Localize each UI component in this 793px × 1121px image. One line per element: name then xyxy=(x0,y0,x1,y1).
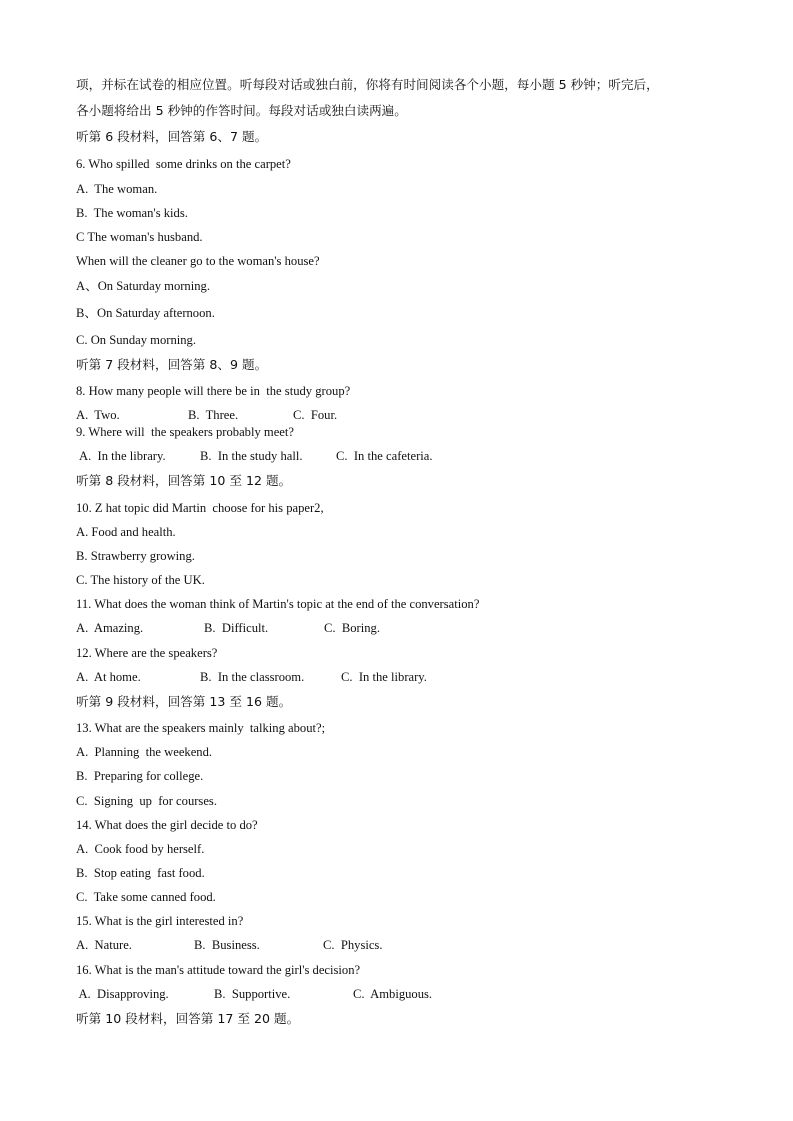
question-10-option-c: C. The history of the UK. xyxy=(76,573,205,587)
question-7-option-c: C. On Sunday morning. xyxy=(76,333,196,347)
question-6-option-c: C The woman's husband. xyxy=(76,230,203,244)
question-7-option-b: B、On Saturday afternoon. xyxy=(76,306,215,320)
question-13: 13. What are the speakers mainly talking about?; xyxy=(76,721,326,735)
section-7-heading: 听第 7 段材料，回答第 8、9 题。 xyxy=(76,357,268,372)
section-9-heading: 听第 9 段材料，回答第 13 至 16 题。 xyxy=(76,694,292,709)
question-14-option-a: A. Cook food by herself. xyxy=(76,842,205,856)
question-15-option-c: C. Physics. xyxy=(323,938,383,952)
question-8-option-a: A. Two. xyxy=(76,408,120,422)
question-6-option-a: A. The woman. xyxy=(76,182,158,196)
question-12-option-b: B. In the classroom. xyxy=(200,670,305,684)
question-9-option-b: B. In the study hall. xyxy=(200,449,303,463)
question-8: 8. How many people will there be in the study group? xyxy=(76,384,351,398)
question-8-option-c: C. Four. xyxy=(293,408,338,422)
question-9-option-a: A. In the library. xyxy=(79,449,166,463)
section-6-heading: 听第 6 段材料，回答第 6、7 题。 xyxy=(76,129,268,144)
question-12: 12. Where are the speakers? xyxy=(76,646,218,660)
question-15-option-a: A. Nature. xyxy=(76,938,132,952)
section-10-heading: 听第 10 段材料，回答第 17 至 20 题。 xyxy=(76,1011,300,1026)
question-6-option-b: B. The woman's kids. xyxy=(76,206,188,220)
question-14-option-b: B. Stop eating fast food. xyxy=(76,866,205,880)
question-16: 16. What is the man's attitude toward the girl's decision? xyxy=(76,963,361,977)
intro-line-1: 项，并标在试卷的相应位置。听每段对话或独白前，你将有时间阅读各个小题，每小题 5 秒钟；听完后， xyxy=(76,77,659,92)
question-16-option-a: A. Disapproving. xyxy=(76,987,169,1001)
question-13-option-a: A. Planning the weekend. xyxy=(76,745,213,759)
question-9-option-c: C. In the cafeteria. xyxy=(336,449,433,463)
question-6: 6. Who spilled some drinks on the carpet? xyxy=(76,157,291,171)
question-12-option-c: C. In the library. xyxy=(341,670,427,684)
question-9: 9. Where will the speakers probably meet? xyxy=(76,425,294,439)
question-10-option-b: B. Strawberry growing. xyxy=(76,549,195,563)
question-15: 15. What is the girl interested in? xyxy=(76,914,244,928)
question-15-option-b: B. Business. xyxy=(194,938,260,952)
question-11-option-b: B. Difficult. xyxy=(204,621,269,635)
question-14-option-c: C. Take some canned food. xyxy=(76,890,216,904)
question-16-option-c: C. Ambiguous. xyxy=(353,987,433,1001)
question-10-option-a: A. Food and health. xyxy=(76,525,176,539)
question-10: 10. Z hat topic did Martin choose for his paper2, xyxy=(76,501,324,515)
question-13-option-b: B. Preparing for college. xyxy=(76,769,204,783)
intro-line-2: 各小题将给出 5 秒钟的作答时间。每段对话或独白读两遍。 xyxy=(76,103,407,118)
question-7-option-a: A、On Saturday morning. xyxy=(76,279,210,293)
question-7: When will the cleaner go to the woman's house? xyxy=(76,254,320,268)
question-16-option-b: B. Supportive. xyxy=(214,987,291,1001)
question-13-option-c: C. Signing up for courses. xyxy=(76,794,217,808)
question-11: 11. What does the woman think of Martin's topic at the end of the conversation? xyxy=(76,597,480,611)
section-8-heading: 听第 8 段材料，回答第 10 至 12 题。 xyxy=(76,473,292,488)
question-8-option-b: B. Three. xyxy=(188,408,239,422)
question-12-option-a: A. At home. xyxy=(76,670,141,684)
question-14: 14. What does the girl decide to do? xyxy=(76,818,258,832)
question-11-option-a: A. Amazing. xyxy=(76,621,144,635)
question-11-option-c: C. Boring. xyxy=(324,621,380,635)
